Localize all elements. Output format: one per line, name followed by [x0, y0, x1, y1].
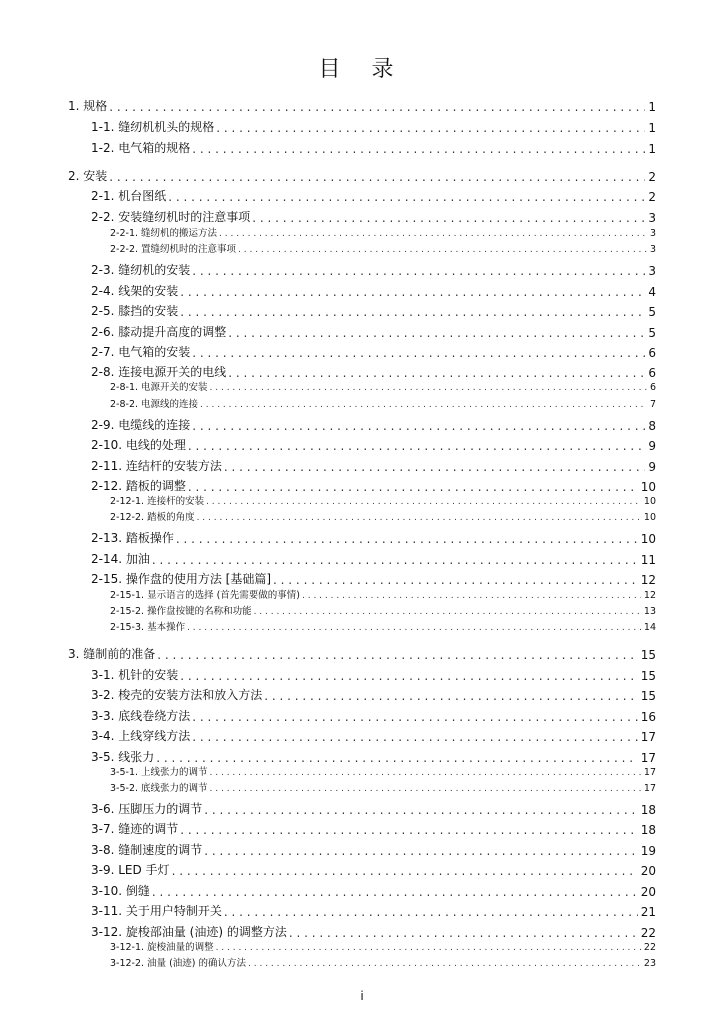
- toc-entry-page: 5: [648, 305, 656, 319]
- toc-entry-label: 3-5-2. 底线张力的调节: [110, 783, 208, 794]
- toc-entry[interactable]: [91, 728, 656, 744]
- toc-leader-dots: [219, 229, 647, 239]
- toc-leader-dots: [180, 823, 637, 837]
- toc-entry-page: 7: [649, 399, 656, 410]
- toc-entry-page: 1: [648, 121, 656, 135]
- toc-entry[interactable]: [91, 801, 656, 817]
- toc-entry-label: 3-12. 旋梭部油量 (油迹) 的调整方法: [91, 925, 287, 939]
- toc-entry-label: 2-14. 加油: [91, 552, 150, 566]
- toc-leader-dots: [192, 346, 645, 360]
- toc-leader-dots: [254, 607, 641, 617]
- toc-entry[interactable]: [110, 495, 656, 507]
- toc-entry-page: 6: [648, 346, 656, 360]
- toc-leader-dots: [216, 121, 645, 135]
- toc-entry-page: 21: [640, 905, 656, 919]
- toc-leader-dots: [252, 211, 645, 225]
- toc-entry-page: 6: [648, 366, 656, 380]
- toc-leader-dots: [156, 751, 637, 765]
- toc-leader-dots: [273, 573, 638, 587]
- toc-leader-dots: [192, 710, 637, 724]
- toc-entry-label: 2. 安装: [68, 169, 108, 183]
- toc-entry[interactable]: [91, 364, 656, 380]
- toc-entry-page: 14: [643, 622, 656, 633]
- toc-entry-page: 10: [640, 480, 656, 494]
- toc-leader-dots: [200, 400, 647, 410]
- toc-entry[interactable]: [91, 749, 656, 765]
- toc-entry-label: 3. 缝制前的准备: [68, 647, 156, 661]
- toc-leader-dots: [176, 532, 638, 546]
- toc-entry-label: 3-2. 梭壳的安装方法和放入方法: [91, 688, 263, 702]
- toc-leader-dots: [204, 803, 637, 817]
- toc-entry-page: 12: [640, 573, 656, 587]
- toc-entry[interactable]: [110, 243, 656, 255]
- toc-entry[interactable]: [91, 687, 656, 703]
- toc-entry-page: 9: [648, 439, 656, 453]
- toc-entry-label: 2-2-2. 置缝纫机时的注意事项: [110, 244, 237, 255]
- toc-entry-page: 17: [640, 751, 656, 765]
- toc-entry[interactable]: [110, 398, 656, 410]
- toc-entry-page: 18: [640, 803, 656, 817]
- toc-leader-dots: [210, 784, 641, 794]
- toc-entry-label: 3-10. 倒缝: [91, 884, 150, 898]
- toc-entry[interactable]: [91, 344, 656, 360]
- toc-entry-label: 2-15-3. 基本操作: [110, 622, 186, 633]
- toc-entry-page: 11: [640, 553, 656, 567]
- toc-leader-dots: [152, 553, 638, 567]
- toc-entry-page: 10: [640, 532, 656, 546]
- toc-entry[interactable]: [91, 458, 656, 474]
- page-number: i: [360, 989, 364, 1003]
- toc-entry[interactable]: [91, 551, 656, 567]
- toc-leader-dots: [224, 460, 645, 474]
- toc-leader-dots: [188, 439, 645, 453]
- toc-entry-page: 17: [640, 730, 656, 744]
- toc-leader-dots: [210, 768, 641, 778]
- toc-entry-page: 23: [643, 958, 656, 969]
- toc-leader-dots: [180, 669, 637, 683]
- toc-leader-dots: [197, 513, 641, 523]
- toc-entry-label: 1-2. 电气箱的规格: [91, 141, 191, 155]
- toc-entry-label: 2-9. 电缆线的连接: [91, 418, 191, 432]
- toc-entry-label: 2-6. 膝动提升高度的调整: [91, 325, 227, 339]
- toc-leader-dots: [210, 383, 647, 393]
- toc-leader-dots: [157, 648, 637, 662]
- toc-entry[interactable]: [91, 571, 656, 587]
- toc-entry[interactable]: [91, 667, 656, 683]
- toc-entry[interactable]: [110, 605, 656, 617]
- toc-entry[interactable]: [68, 168, 656, 184]
- toc-entry-label: 2-5. 膝挡的安装: [91, 304, 179, 318]
- toc-entry-page: 15: [640, 648, 656, 662]
- toc-entry-page: 19: [640, 844, 656, 858]
- toc-leader-dots: [228, 326, 645, 340]
- toc-entry-label: 2-15-1. 显示语言的选择 (首先需要做的事情): [110, 590, 301, 601]
- toc-leader-dots: [172, 864, 638, 878]
- toc-entry[interactable]: [110, 782, 656, 794]
- toc-entry[interactable]: [91, 842, 656, 858]
- toc-entry-label: 2-11. 连结杆的安装方法: [91, 459, 222, 473]
- toc-entry[interactable]: [91, 188, 656, 204]
- toc-entry[interactable]: [91, 324, 656, 340]
- toc-entry-label: 2-13. 踏板操作: [91, 531, 174, 545]
- toc-entry[interactable]: [91, 821, 656, 837]
- toc-entry-label: 2-8. 连接电源开关的电线: [91, 365, 227, 379]
- toc-entry-page: 15: [640, 689, 656, 703]
- toc-leader-dots: [248, 959, 641, 969]
- toc-entry[interactable]: [110, 941, 656, 953]
- toc-entry-page: 17: [643, 767, 656, 778]
- toc-entry-page: 1: [648, 100, 656, 114]
- toc-entry-page: 4: [648, 285, 656, 299]
- toc-entry[interactable]: [91, 283, 656, 299]
- toc-entry-page: 15: [640, 669, 656, 683]
- toc-entry[interactable]: [110, 766, 656, 778]
- toc-entry-page: 6: [649, 382, 656, 393]
- toc-entry[interactable]: [91, 862, 656, 878]
- toc-leader-dots: [289, 926, 638, 940]
- toc-leader-dots: [206, 497, 641, 507]
- toc-entry-label: 2-12-2. 踏板的角度: [110, 512, 195, 523]
- toc-leader-dots: [109, 100, 645, 114]
- toc-leader-dots: [152, 885, 638, 899]
- toc-entry-label: 2-15. 操作盘的使用方法 [基础篇]: [91, 572, 272, 586]
- toc-leader-dots: [192, 419, 645, 433]
- toc-entry-label: 3-12-1. 旋梭油量的调整: [110, 942, 214, 953]
- toc-entry-label: 2-7. 电气箱的安装: [91, 345, 191, 359]
- toc-entry[interactable]: [91, 478, 656, 494]
- toc-leader-dots: [264, 689, 637, 703]
- toc-entry-page: 18: [640, 823, 656, 837]
- toc-entry-page: 3: [649, 228, 656, 239]
- toc-entry-label: 3-11. 关于用户特制开关: [91, 904, 222, 918]
- toc-entry-page: 10: [643, 512, 656, 523]
- toc-entry-label: 1. 规格: [68, 99, 108, 113]
- toc-entry-label: 2-12-1. 连接杆的安装: [110, 496, 205, 507]
- toc-entry-page: 16: [640, 710, 656, 724]
- toc-entry-label: 2-15-2. 操作盘按键的名称和功能: [110, 606, 252, 617]
- toc-entry-page: 22: [643, 942, 656, 953]
- toc-entry-page: 20: [640, 885, 656, 899]
- toc-entry-page: 2: [648, 190, 656, 204]
- toc-entry-label: 2-2. 安装缝纫机时的注意事项: [91, 210, 251, 224]
- toc-entry-page: 22: [640, 926, 656, 940]
- toc-entry-page: 3: [649, 244, 656, 255]
- toc-entry-label: 2-2-1. 缝纫机的搬运方法: [110, 228, 218, 239]
- toc-leader-dots: [192, 264, 645, 278]
- toc-entry-label: 2-1. 机台图纸: [91, 189, 167, 203]
- toc-leader-dots: [168, 190, 645, 204]
- toc-leader-dots: [216, 943, 641, 953]
- toc-leader-dots: [192, 142, 645, 156]
- toc-entry-page: 9: [648, 460, 656, 474]
- toc-entry[interactable]: [91, 119, 656, 135]
- toc-entry[interactable]: [91, 209, 656, 225]
- toc-entry[interactable]: [91, 530, 656, 546]
- toc-entry-label: 2-12. 踏板的调整: [91, 479, 186, 493]
- toc-entry-page: 10: [643, 496, 656, 507]
- toc-entry-label: 3-4. 上线穿线方法: [91, 729, 191, 743]
- toc-entry[interactable]: [110, 381, 656, 393]
- toc-entry[interactable]: [91, 924, 656, 940]
- toc-leader-dots: [224, 905, 638, 919]
- toc-leader-dots: [180, 305, 645, 319]
- toc-entry[interactable]: [91, 140, 656, 156]
- toc-entry-page: 13: [643, 606, 656, 617]
- toc-entry-page: 3: [648, 264, 656, 278]
- toc-entry-label: 2-8-2. 电源线的连接: [110, 399, 199, 410]
- toc-entry-label: 3-5. 线张力: [91, 750, 155, 764]
- toc-leader-dots: [187, 623, 641, 633]
- toc-entry-page: 3: [648, 211, 656, 225]
- toc-entry-page: 5: [648, 326, 656, 340]
- toc-entry[interactable]: [68, 98, 656, 114]
- toc-entry-label: 3-12-2. 油量 (油迹) 的确认方法: [110, 958, 247, 969]
- toc-entry-page: 1: [648, 142, 656, 156]
- toc-leader-dots: [109, 170, 645, 184]
- toc-entry[interactable]: [110, 957, 656, 969]
- toc-leader-dots: [188, 480, 638, 494]
- toc-entry[interactable]: [91, 708, 656, 724]
- toc-leader-dots: [302, 591, 641, 601]
- toc-leader-dots: [238, 245, 647, 255]
- toc-entry[interactable]: [110, 511, 656, 523]
- toc-leader-dots: [228, 366, 645, 380]
- toc-entry[interactable]: [91, 303, 656, 319]
- toc-leader-dots: [204, 844, 637, 858]
- toc-entry-label: 3-7. 缝迹的调节: [91, 822, 179, 836]
- toc-entry-label: 3-8. 缝制速度的调节: [91, 843, 203, 857]
- toc-entry-label: 2-4. 线架的安装: [91, 284, 179, 298]
- toc-entry[interactable]: [91, 437, 656, 453]
- toc-entry-label: 3-6. 压脚压力的调节: [91, 802, 203, 816]
- toc-entry-label: 3-5-1. 上线张力的调节: [110, 767, 208, 778]
- toc-entry-label: 2-3. 缝纫机的安装: [91, 263, 191, 277]
- page-title: 目 录: [318, 57, 406, 82]
- toc-entry-label: 1-1. 缝纫机机头的规格: [91, 120, 215, 134]
- toc-entry[interactable]: [68, 646, 656, 662]
- toc-entry[interactable]: [110, 589, 656, 601]
- toc-leader-dots: [192, 730, 637, 744]
- toc-entry[interactable]: [91, 262, 656, 278]
- toc-entry-label: 3-1. 机针的安装: [91, 668, 179, 682]
- toc-entry-page: 12: [643, 590, 656, 601]
- toc-leader-dots: [180, 285, 645, 299]
- toc-entry-page: 20: [640, 864, 656, 878]
- toc-entry[interactable]: [91, 417, 656, 433]
- toc-entry-page: 8: [648, 419, 656, 433]
- toc-entry[interactable]: [110, 227, 656, 239]
- toc-entry[interactable]: [91, 883, 656, 899]
- toc-entry-page: 17: [643, 783, 656, 794]
- toc-entry-label: 2-10. 电线的处理: [91, 438, 186, 452]
- toc-entry-label: 2-8-1. 电源开关的安装: [110, 382, 208, 393]
- toc-entry-label: 3-3. 底线卷绕方法: [91, 709, 191, 723]
- toc-entry-page: 2: [648, 170, 656, 184]
- toc-entry[interactable]: [110, 621, 656, 633]
- toc-entry-label: 3-9. LED 手灯: [91, 863, 170, 877]
- toc-entry[interactable]: [91, 903, 656, 919]
